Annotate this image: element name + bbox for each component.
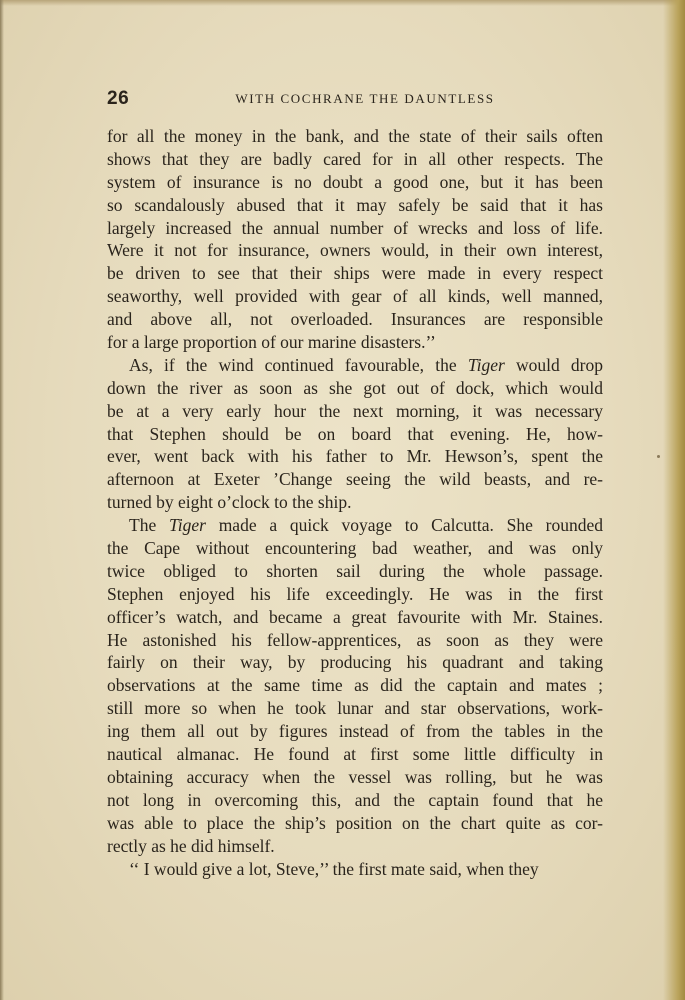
text-line: Were it not for insurance, owners would, in their own interest, <box>107 240 603 261</box>
text-line: officer’s watch, and became a great favourite with Mr. Staines. <box>107 606 603 627</box>
text-line: not long in overcoming this, and the captain found that he <box>107 789 603 810</box>
text-line: observations at the same time as did the captain and mates ; <box>107 675 603 696</box>
text-line: still more so when he took lunar and star observations, work- <box>107 698 603 719</box>
text-line: ever, went back with his father to Mr. Hewson’s, spent the <box>107 446 603 467</box>
page-right-edge <box>663 0 685 1000</box>
text-line: that Stephen should be on board that evening. He, how- <box>107 423 603 444</box>
text-line: for all the money in the bank, and the state of their sails often <box>107 126 603 146</box>
italic-ship-name: Tiger <box>168 515 206 536</box>
page-top-edge <box>0 0 685 6</box>
text-line: fairly on their way, by producing his quadrant and taking <box>107 652 603 673</box>
text-line: afternoon at Exeter ’Change seeing the wild beasts, and re- <box>107 469 603 490</box>
page-header <box>107 88 603 110</box>
text-line: the Cape without encountering bad weather, and was only <box>107 538 603 559</box>
text-line: nautical almanac. He found at first some little difficulty in <box>107 744 603 765</box>
text-line: and above all, not overloaded. Insurances are responsible <box>107 309 603 330</box>
page-left-edge <box>0 0 4 1000</box>
text-line: down the river as soon as she got out of dock, which would <box>107 377 603 398</box>
text-line: The Tiger made a quick voyage to Calcutta. She rounded <box>129 515 603 536</box>
text-line: seaworthy, well provided with gear of all kinds, well manned, <box>107 286 603 307</box>
text-line: so scandalously abused that it may safely be said that it has <box>107 194 603 215</box>
paragraph <box>107 514 603 857</box>
text-line: He astonished his fellow-apprentices, as soon as they were <box>107 629 603 650</box>
paragraph <box>107 125 603 354</box>
text-line: largely increased the annual number of wrecks and loss of life. <box>107 217 603 238</box>
paragraph <box>107 858 603 881</box>
text-line: was able to place the ship’s position on the chart quite as cor- <box>107 812 603 833</box>
text-line: be at a very early hour the next morning, it was necessary <box>107 400 603 421</box>
running-title: WITH COCHRANE THE DAUNTLESS <box>235 91 495 106</box>
text-line: twice obliged to shorten sail during the whole passage. <box>107 560 603 581</box>
text-line: As, if the wind continued favourable, the Tiger would drop <box>129 354 603 375</box>
text-line: ‘‘ I would give a lot, Steve,’’ the first mate said, when they <box>129 858 539 879</box>
text-line: for a large proportion of our marine disasters.’’ <box>107 332 436 353</box>
text-line: ing them all out by figures instead of from the tables in the <box>107 721 603 742</box>
body-text <box>107 125 603 880</box>
paragraph <box>107 354 603 514</box>
page-number: 26 <box>107 88 130 109</box>
text-line: system of insurance is no doubt a good one, but it has been <box>107 171 603 192</box>
text-line: be driven to see that their ships were made in every respect <box>107 263 603 284</box>
text-line: obtaining accuracy when the vessel was rolling, but he was <box>107 766 603 787</box>
text-line: turned by eight o’clock to the ship. <box>107 492 352 513</box>
text-line: Stephen enjoyed his life exceedingly. He was in the first <box>107 583 603 604</box>
text-line: shows that they are badly cared for in all other respects. The <box>107 148 603 169</box>
text-line: rectly as he did himself. <box>107 835 275 856</box>
page-speck <box>657 455 660 458</box>
italic-ship-name: Tiger <box>467 354 505 375</box>
